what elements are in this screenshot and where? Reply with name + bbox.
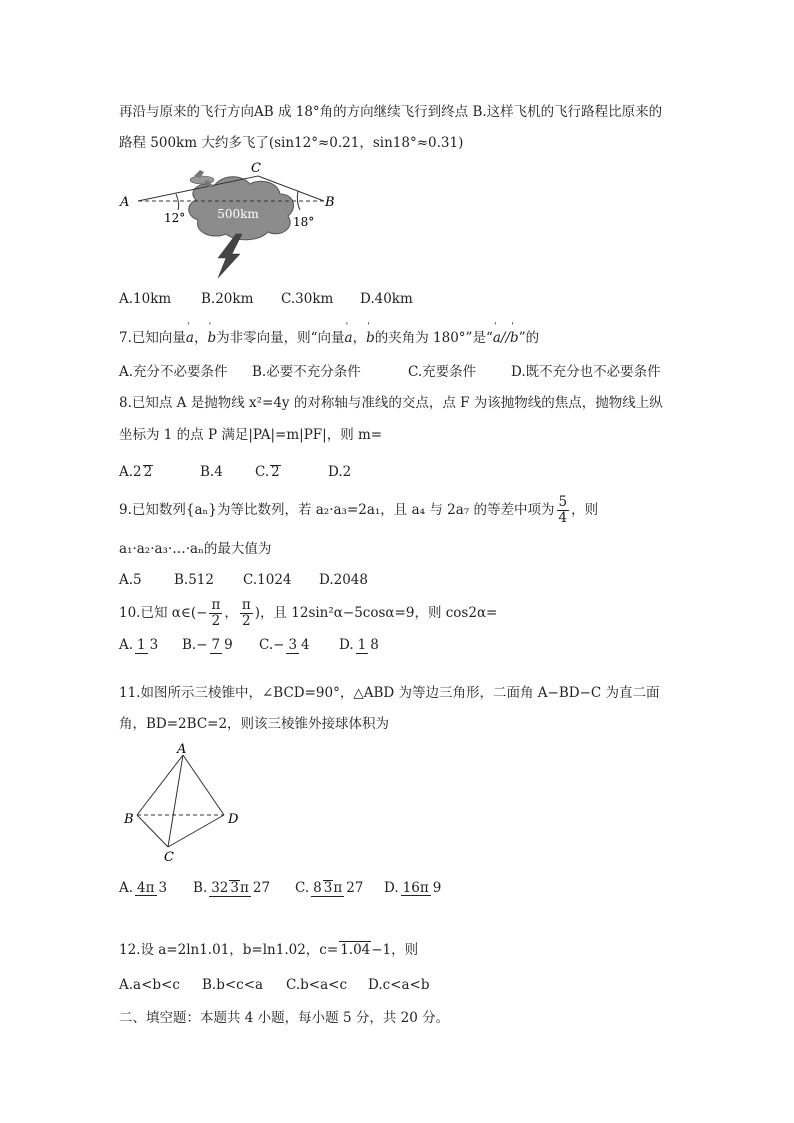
q12-option-d: D.c<a<b xyxy=(368,977,430,993)
q7-middle: 为非零向量，则“向量 xyxy=(216,330,345,346)
q10-fraction-1: $\frac{\pi}{2}$ xyxy=(211,597,221,629)
q8-option-c: C. 2 xyxy=(255,464,280,480)
q7-middle2: 的夹角为 180°”是“ xyxy=(374,330,493,346)
edge-bc xyxy=(137,815,168,847)
q9-option-c: C.1024 xyxy=(243,572,292,588)
q12-radical: 1.04 xyxy=(340,942,371,958)
q12-option-b: B.b<c<a xyxy=(202,977,264,993)
q8-options xyxy=(119,465,351,480)
lightning-bolt xyxy=(218,234,242,278)
vertex-c-label: C xyxy=(164,850,174,864)
q9-fraction: $\frac{5}{4}$ xyxy=(558,494,568,526)
q11-line1: 11.如图所示三棱锥中，∠BCD=90°，△ABD 为等边三角形，二面角 A−BD−C 为直二面 xyxy=(119,685,660,701)
q10-option-a: A. 1 3 xyxy=(119,637,159,654)
q12-option-c: C.b<a<c xyxy=(286,977,348,993)
q9-line2: a₁·a₂·a₃·…·aₙ的最大值为 xyxy=(119,541,272,557)
edge-ac xyxy=(168,755,183,847)
vertex-a-label: A xyxy=(177,742,187,757)
vector-a-3: ˈ a xyxy=(493,332,501,346)
q8-line1: 8.已知点 A 是抛物线 x²=4y 的对称轴与准线的交点，点 F 为该抛物线的焦点，抛物线上纵 xyxy=(119,395,663,411)
q7-prefix: 7.已知向量 xyxy=(119,330,186,346)
cloud-distance-label: 500km xyxy=(217,207,259,221)
edge-ad xyxy=(183,755,224,815)
vector-a: ˈ a xyxy=(186,332,194,346)
q7-option-c: C.充要条件 xyxy=(408,364,477,380)
q9-option-d: D.2048 xyxy=(319,572,368,588)
q8-option-d: D.2 xyxy=(328,464,352,480)
q11-option-c: C. 8 3π 27 xyxy=(295,879,364,896)
angle-arc-left xyxy=(176,194,179,210)
vertex-d-label: D xyxy=(228,812,239,827)
angle-right-label: 18° xyxy=(293,215,315,229)
q7-sep: ， xyxy=(193,330,208,346)
edge-ab xyxy=(137,755,183,815)
q10-option-b: B.− 7 9 xyxy=(182,637,233,654)
vertex-b-label: B xyxy=(124,812,134,827)
q11-options xyxy=(119,880,445,897)
q8-option-b: B.4 xyxy=(200,464,223,480)
q11-line2: 角，BD=2BC=2，则该三棱锥外接球体积为 xyxy=(119,716,390,732)
q10-fraction-2: $\frac{\pi}{2}$ xyxy=(241,597,251,629)
q6-options xyxy=(119,293,413,307)
section-2-title: 二、填空题：本题共 4 小题，每小题 5 分，共 20 分。 xyxy=(119,1010,450,1026)
q7-option-b: B.必要不充分条件 xyxy=(252,364,361,380)
q7-option-a: A.充分不必要条件 xyxy=(119,364,228,380)
q6-option-b: B.20km xyxy=(201,291,254,307)
q12-stem: 12.设 a=2ln1.01，b=ln1.02，c= 1.04−1，则 xyxy=(119,942,419,958)
q6-line1: 再沿与原来的飞行方向AB 成 18°角的方向继续飞行到终点 B.这样飞机的飞行路程比原来的 xyxy=(119,104,663,120)
vector-a-2: ˈ a xyxy=(345,332,353,346)
q11-option-a: A. 4π 3 xyxy=(119,879,168,896)
q7-suffix: ”的 xyxy=(518,330,540,346)
q11-option-b: B. 32 3π 27 xyxy=(193,879,271,896)
q11-option-d: D. 16π 9 xyxy=(384,879,442,896)
q12-option-a: A.a<b<c xyxy=(119,977,180,993)
point-b-label: B xyxy=(325,195,335,210)
point-a-label: A xyxy=(120,195,130,210)
q8-line2: 坐标为 1 的点 P 满足|PA|=m|PF|，则 m= xyxy=(119,427,383,443)
q7-option-d: D.既不充分也不必要条件 xyxy=(511,364,661,380)
q9-line1: 9.已知数列{aₙ}为等比数列，若 a₂·a₃=2a₁，且 a₄ 与 2a₇ 的等差中项为 $\frac{5}{4}$ ，则 xyxy=(119,494,599,526)
q10-options xyxy=(119,638,383,654)
q12-options xyxy=(119,979,430,993)
q6-option-a: A.10km xyxy=(119,291,172,307)
q9-option-a: A.5 xyxy=(119,572,142,588)
q8-option-a: A.2 2 xyxy=(119,464,153,480)
edge-cd xyxy=(168,815,224,847)
q10-option-c: C.− 3 4 xyxy=(259,637,310,654)
q7-options xyxy=(119,366,661,380)
q6-line2: 路程 500km 大约多飞了(sin12°≈0.21，sin18°≈0.31) xyxy=(119,135,464,151)
q9-options xyxy=(119,574,368,588)
q10-option-d: D. 1 8 xyxy=(339,637,379,654)
q10-stem: 10.已知 α∈(− $\frac{\pi}{2}$ ， $\frac{\pi}{2}$ )，且 12sin²α−5cosα=9，则 cos2α= xyxy=(119,597,498,629)
q7-stem xyxy=(119,332,539,346)
q6-option-c: C.30km xyxy=(281,291,334,307)
angle-left-label: 12° xyxy=(164,211,186,225)
vector-b-3: ˈ b xyxy=(510,332,519,346)
flight-diagram xyxy=(118,158,350,282)
q7-sep-2: ， xyxy=(352,330,367,346)
vector-b: ˈ b xyxy=(207,332,216,346)
parallel-symbol: // xyxy=(500,330,511,346)
tetrahedron-diagram xyxy=(120,742,245,864)
q6-option-d: D.40km xyxy=(360,291,413,307)
q9-option-b: B.512 xyxy=(174,572,214,588)
point-c-label: C xyxy=(251,161,261,176)
vector-b-2: ˈ b xyxy=(366,332,375,346)
storm-cloud xyxy=(189,177,294,240)
